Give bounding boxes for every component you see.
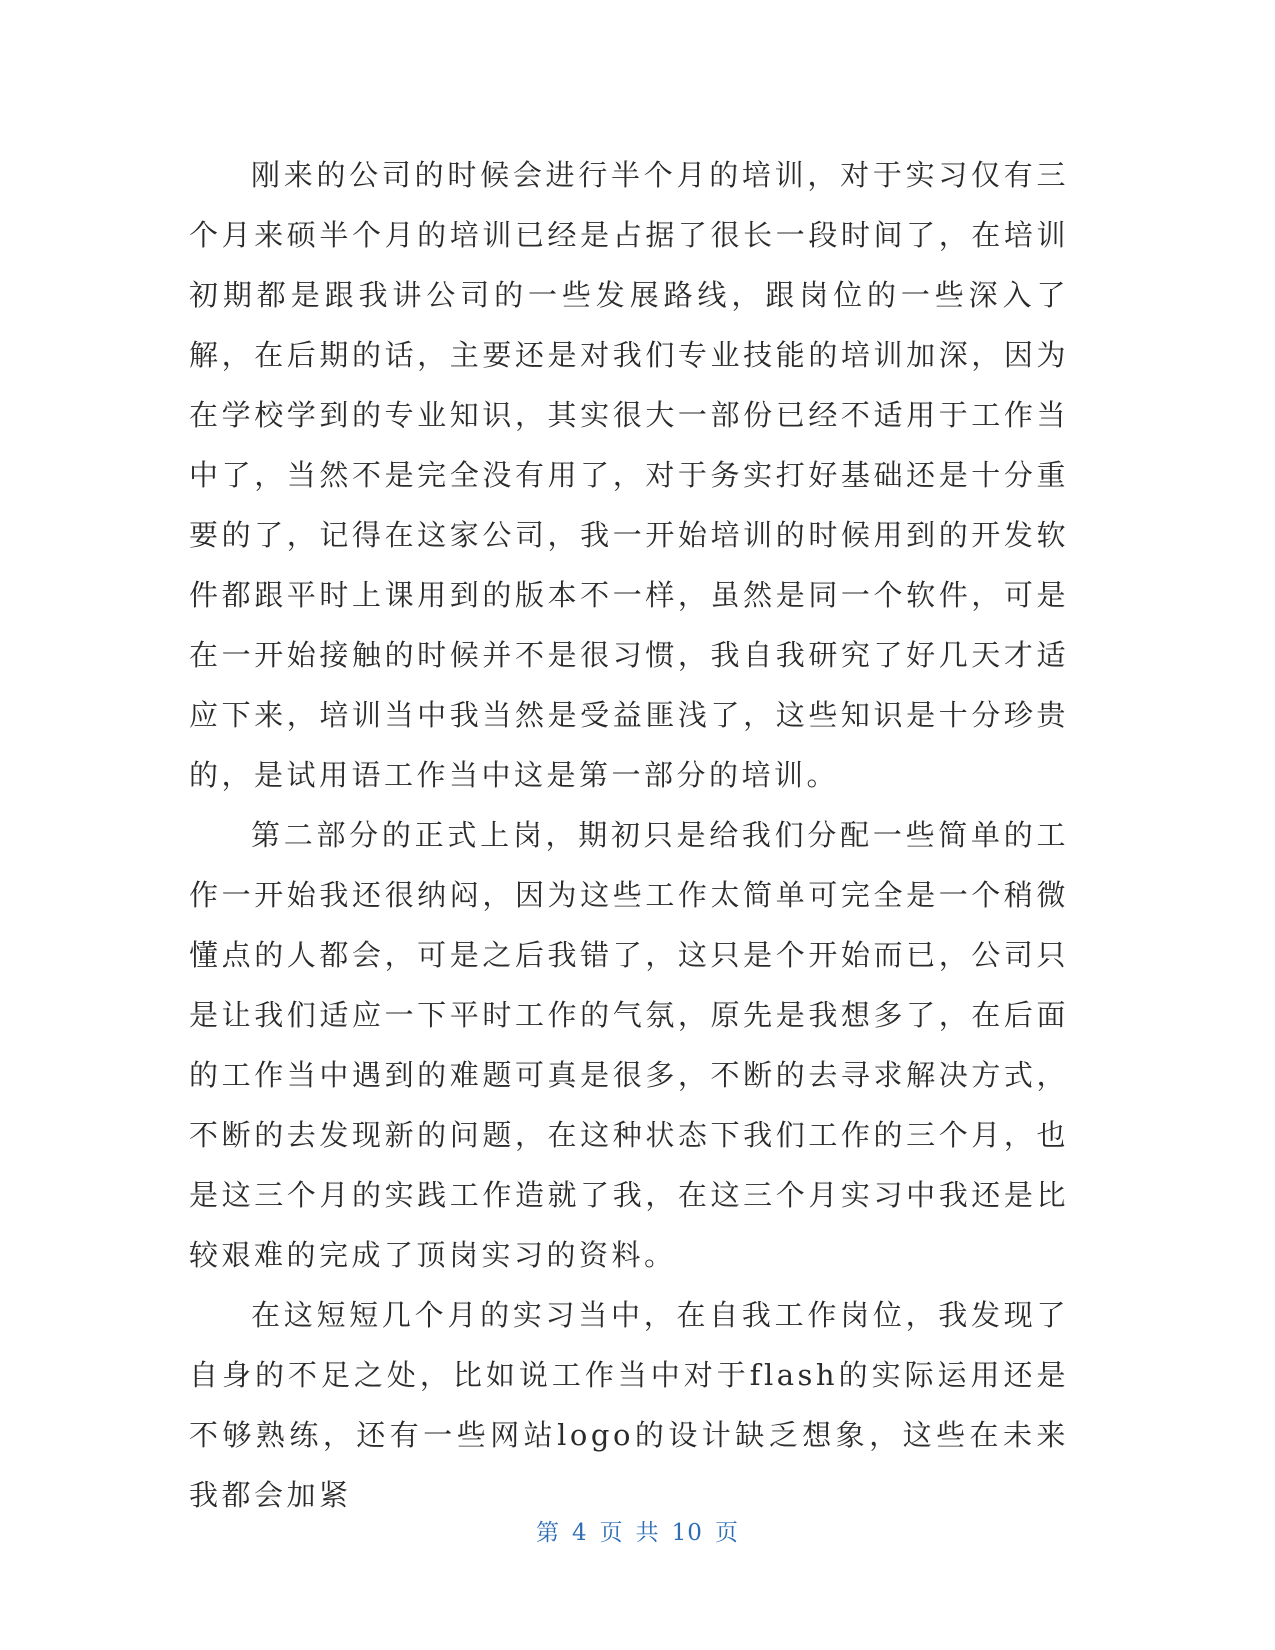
document-body (189, 145, 1069, 1525)
footer-page-word: 页 (599, 1520, 624, 1546)
page-footer (0, 1518, 1275, 1548)
paragraph-reflection: 在这短短几个月的实习当中，在自我工作岗位，我发现了自身的不足之处，比如说工作当中对于flash的实际运用还是不够熟练，还有一些网站logo的设计缺乏想象，这些在未来我都会加紧 (189, 1298, 1069, 1512)
footer-prefix: 第 (536, 1520, 561, 1546)
footer-suffix: 页 (714, 1520, 739, 1546)
footer-total-pages: 10 (671, 1520, 703, 1546)
paragraph-training: 刚来的公司的时候会进行半个月的培训，对于实习仅有三个月来硕半个月的培训已经是占据了很长一段时间了，在培训初期都是跟我讲公司的一些发展路线，跟岗位的一些深入了解，在后期的话，主要还是对我们专业技能的培训加深，因为在学校学到的专业知识，其实很大一部份已经不适用于工作当中了，当然不是完全没有用了，对于务实打好基础还是十分重要的了，记得在这家公司，我一开始培训的时候用到的开发软件都跟平时上课用到的版本不一样，虽然是同一个软件，可是在一开始接触的时候并不是很习惯，我自我研究了好几天才适应下来，培训当中我当然是受益匪浅了，这些知识是十分珍贵的，是试用语工作当中这是第一部分的培训。 (189, 158, 1069, 792)
paragraph-onboarding: 第二部分的正式上岗，期初只是给我们分配一些简单的工作一开始我还很纳闷，因为这些工作太简单可完全是一个稍微懂点的人都会，可是之后我错了，这只是个开始而已，公司只是让我们适应一下平时工作的气氛，原先是我想多了，在后面的工作当中遇到的难题可真是很多，不断的去寻求解决方式，不断的去发现新的问题，在这种状态下我们工作的三个月，也是这三个月的实践工作造就了我，在这三个月实习中我还是比较艰难的完成了顶岗实习的资料。 (189, 818, 1069, 1272)
footer-total-word: 共 (635, 1520, 660, 1546)
footer-current-page: 4 (572, 1520, 588, 1546)
